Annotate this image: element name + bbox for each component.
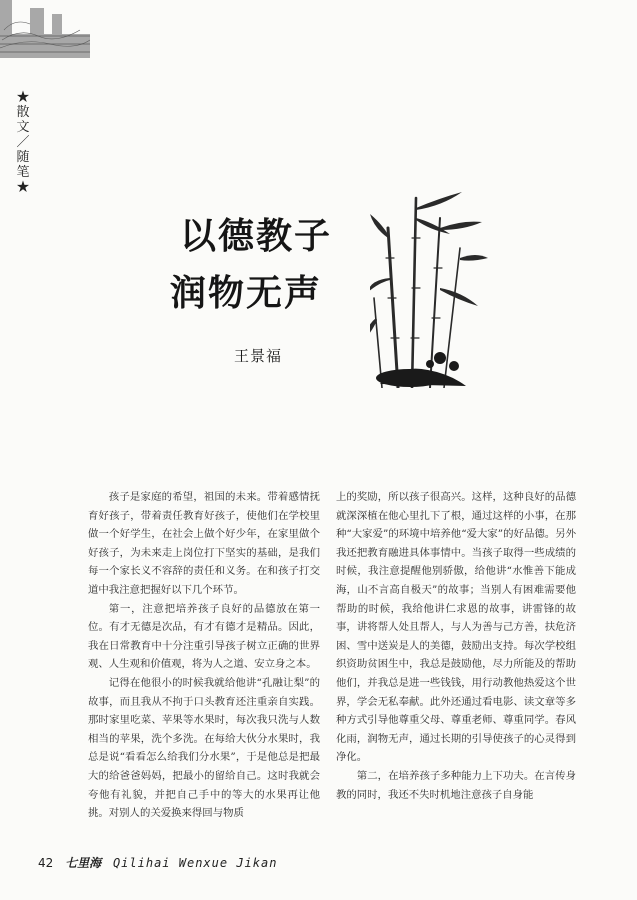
journal-name-cn: 七里海	[65, 856, 102, 870]
paragraph: 记得在他很小的时候我就给他讲“孔融让梨”的故事，而且我从不拘于口头教育还注重亲自实践。那时家里吃菜、苹果等水果时，每次我只洗与人数相当的苹果，洗个多洗。在每给大伙分水果时，我总是说“看看怎么给我们分水果”，于是他总是把最大的给爸爸妈妈，把最小的留给自己。这时我就会夸他有礼貌，并把自己手中的等大的水果再让他挑。对别人的关爱换来得回与物质	[88, 676, 320, 820]
article-title	[170, 208, 332, 316]
title-line-1: 以德教子	[180, 216, 333, 257]
paragraph: 第二，在培养孩子多种能力上下功夫。在言传身教的同时，我还不失时机地注意孩子自身能	[336, 769, 576, 801]
author-name: 王景福	[234, 347, 283, 365]
paragraph: 第一，注意把培养孩子良好的品德放在第一位。有才无德是次品，有才有德才是精品。因此，我在日常教育中十分注重引导孩子树立正确的世界观、人生观和价值观，将为人之道、安立身之本。	[88, 602, 320, 671]
page-footer	[38, 854, 277, 871]
journal-name-en: Qilihai Wenxue Jikan	[112, 856, 278, 870]
bamboo-illustration	[370, 188, 490, 388]
section-tag: ★散文／随笔★	[16, 90, 30, 195]
article-right-column	[336, 488, 576, 804]
title-line-2: 润物无声	[170, 273, 323, 314]
article-left-column	[88, 488, 320, 823]
paragraph: 孩子是家庭的希望，祖国的未来。带着感情抚育好孩子，带着责任教育好孩子，使他们在学校里做一个好学生，在社会上做个好少年，在家里做个好孩子，为未来走上岗位打下坚实的基础，是我们每一个家长义不容辞的责任和义务。在和孩子打交道中我注意把握好以下几个环节。	[88, 491, 320, 596]
page-number: 42	[38, 856, 54, 870]
corner-decoration	[0, 0, 90, 58]
paragraph: 上的奖励，所以孩子很高兴。这样，这种良好的品德就深深植在他心里扎下了根，通过这样的小事，在那种“大家爱”的环境中培养他“爱大家”的好品德。另外我还把教育融进具体事情中。当孩子取得一些成绩的时候，我注意提醒他别骄傲，给他讲“水惟善下能成海，山不言高自极天”的故事；当别人有困难需要他帮助的时候，我给他讲仁求恩的故事，讲雷锋的故事，讲将帮人处且帮人，与人为善与己方善，扶危济困、雪中送炭是人的美德，鼓励出支持。每次学校组织资助贫困生中，我总是鼓励他，尽力所能及的帮助他们，并我总是进一些钱钱，用行动教他热爱这个世界，学会无私奉献。此外还通过看电影、读文章等多种方式引导他尊重父母、尊重老师、尊重同学。春风化雨，润物无声，通过长期的引导使孩子的心灵得到净化。	[336, 491, 576, 764]
